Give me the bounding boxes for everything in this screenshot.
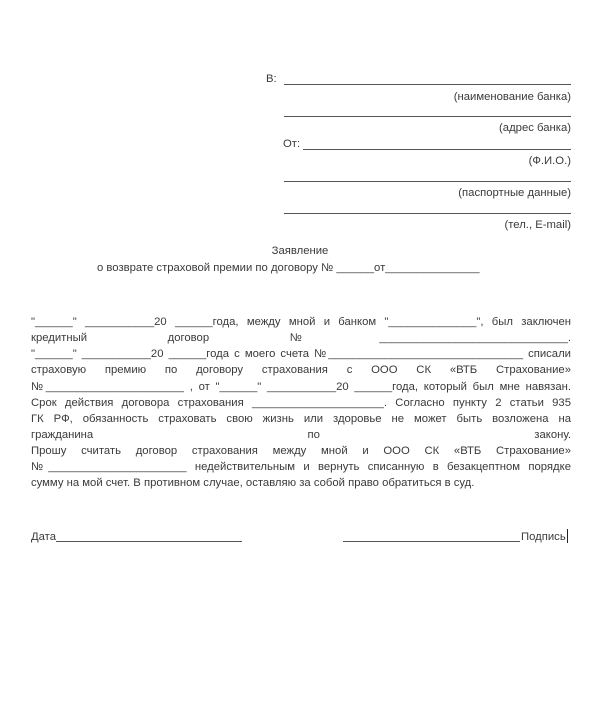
- body-line: Срок действия договора страхования _____________________. Согласно пункту 2 статьи 935: [31, 397, 571, 409]
- contacts-line: [284, 213, 571, 214]
- signature-line: [343, 541, 520, 542]
- body-line: кредитный договор №______________________________.: [31, 332, 571, 344]
- body-line: "______" ___________20 ______года, между мной и банком "______________", был заключен: [31, 316, 571, 328]
- body-line: "______" ___________20 ______года с моего счета №_______________________________ списали: [31, 348, 571, 360]
- from-label: От:: [283, 138, 301, 150]
- to-label: В:: [266, 73, 277, 85]
- body-line: гражданина по закону.: [31, 429, 571, 441]
- body-line: Прошу считать договор страхования между мной и ООО СК «ВТБ Страхование»: [31, 445, 571, 457]
- passport-line: [284, 181, 571, 182]
- date-label: Дата: [31, 531, 57, 543]
- body-line: сумму на мой счет. В противном случае, оставляю за собой право обратиться в суд.: [31, 477, 475, 489]
- document-subtitle: о возврате страховой премии по договору № ______от_______________: [97, 262, 480, 274]
- bank-name-caption: (наименование банка): [453, 91, 571, 103]
- passport-caption: (паспортные данные): [458, 187, 571, 199]
- fio-caption: (Ф.И.О.): [528, 155, 571, 167]
- bank-name-line: [284, 84, 571, 85]
- bank-address-line: [284, 116, 571, 117]
- document-title: Заявление: [271, 245, 329, 257]
- body-line: №______________________ , от "______" ___________20 ______года, который был мне навязан.: [31, 381, 571, 393]
- body-line: страховую премию по договору страхования с ООО СК «ВТБ Страхование»: [31, 364, 571, 376]
- fio-line: [303, 149, 571, 150]
- text-cursor: [567, 529, 568, 543]
- body-line: №______________________ недействительным и вернуть списанную в безакцептном порядке: [31, 461, 571, 473]
- body-line: ГК РФ, обязанность страховать свою жизнь или здоровье не может быть возложена на: [31, 413, 571, 425]
- date-line: [56, 541, 242, 542]
- contacts-caption: (тел., E-mail): [504, 219, 571, 231]
- bank-address-caption: (адрес банка): [499, 122, 571, 134]
- signature-label: Подпись: [521, 531, 566, 543]
